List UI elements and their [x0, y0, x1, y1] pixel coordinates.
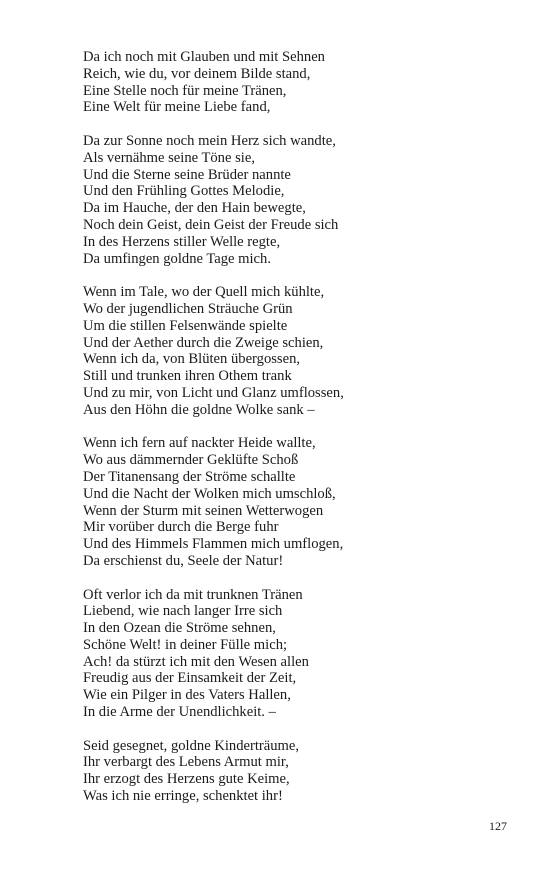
- poem-line: Und zu mir, von Licht und Glanz umflossen,: [83, 384, 344, 401]
- poem-line: Als vernähme seine Töne sie,: [83, 149, 255, 166]
- poem-line: Ihr verbargt des Lebens Armut mir,: [83, 754, 289, 771]
- poem-line: Und die Nacht der Wolken mich umschloß,: [83, 485, 336, 502]
- poem-line: Was ich nie erringe, schenktet ihr!: [83, 788, 283, 805]
- poem-line: Aus den Höhn die goldne Wolke sank –: [83, 401, 315, 418]
- poem-line: Oft verlor ich da mit trunknen Tränen: [83, 586, 303, 603]
- poem-line: Ach! da stürzt ich mit den Wesen allen: [83, 653, 309, 670]
- poem-line: Eine Stelle noch für meine Tränen,: [83, 82, 287, 99]
- poem-line: Mir vorüber durch die Berge fuhr: [83, 519, 279, 536]
- poem-line: Wo aus dämmernder Geklüfte Schoß: [83, 452, 299, 469]
- poem-line: Reich, wie du, vor deinem Bilde stand,: [83, 65, 311, 82]
- poem-line: Schöne Welt! in deiner Fülle mich;: [83, 636, 288, 653]
- poem-line: Und der Aether durch die Zweige schien,: [83, 334, 324, 351]
- poem-line: Um die stillen Felsenwände spielte: [83, 317, 288, 334]
- poem-line: In des Herzens stiller Welle regte,: [83, 233, 281, 250]
- stanza-6: [83, 738, 503, 805]
- poem-line: In die Arme der Unendlichkeit. –: [83, 704, 276, 721]
- poem-line: Und des Himmels Flammen mich umflogen,: [83, 536, 344, 553]
- stanza-5: [83, 587, 503, 721]
- stanza-2: [83, 133, 503, 267]
- poem-line: Da erschienst du, Seele der Natur!: [83, 552, 284, 569]
- poem-line: Und die Sterne seine Brüder nannte: [83, 166, 291, 183]
- poem-line: Wenn ich fern auf nackter Heide wallte,: [83, 435, 316, 452]
- poem-text: [83, 49, 503, 822]
- poem-line: Ihr erzogt des Herzens gute Keime,: [83, 771, 290, 788]
- poem-line: Der Titanensang der Ströme schallte: [83, 468, 296, 485]
- poem-line: Noch dein Geist, dein Geist der Freude sich: [83, 216, 339, 233]
- stanza-4: [83, 435, 503, 569]
- poem-line: Wenn im Tale, wo der Quell mich kühlte,: [83, 284, 325, 301]
- poem-line: Wenn ich da, von Blüten übergossen,: [83, 351, 301, 368]
- poem-line: Und den Frühling Gottes Melodie,: [83, 183, 285, 200]
- poem-line: Seid gesegnet, goldne Kinderträume,: [83, 737, 300, 754]
- stanza-1: [83, 49, 503, 116]
- poem-line: Wenn der Sturm mit seinen Wetterwogen: [83, 502, 324, 519]
- poem-line: Liebend, wie nach langer Irre sich: [83, 603, 283, 620]
- poem-line: Da im Hauche, der den Hain bewegte,: [83, 200, 306, 217]
- poem-line: Da umfingen goldne Tage mich.: [83, 250, 271, 267]
- poem-line: Still und trunken ihren Othem trank: [83, 368, 292, 385]
- poem-line: Wie ein Pilger in des Vaters Hallen,: [83, 687, 291, 704]
- poem-line: In den Ozean die Ströme sehnen,: [83, 620, 276, 637]
- poem-line: Wo der jugendlichen Sträuche Grün: [83, 300, 293, 317]
- poem-line: Da zur Sonne noch mein Herz sich wandte,: [83, 132, 336, 149]
- poem-line: Freudig aus der Einsamkeit der Zeit,: [83, 670, 297, 687]
- stanza-3: [83, 284, 503, 418]
- poem-line: Da ich noch mit Glauben und mit Sehnen: [83, 49, 325, 65]
- page-number: 127: [489, 819, 507, 833]
- poem-line: Eine Welt für meine Liebe fand,: [83, 99, 271, 116]
